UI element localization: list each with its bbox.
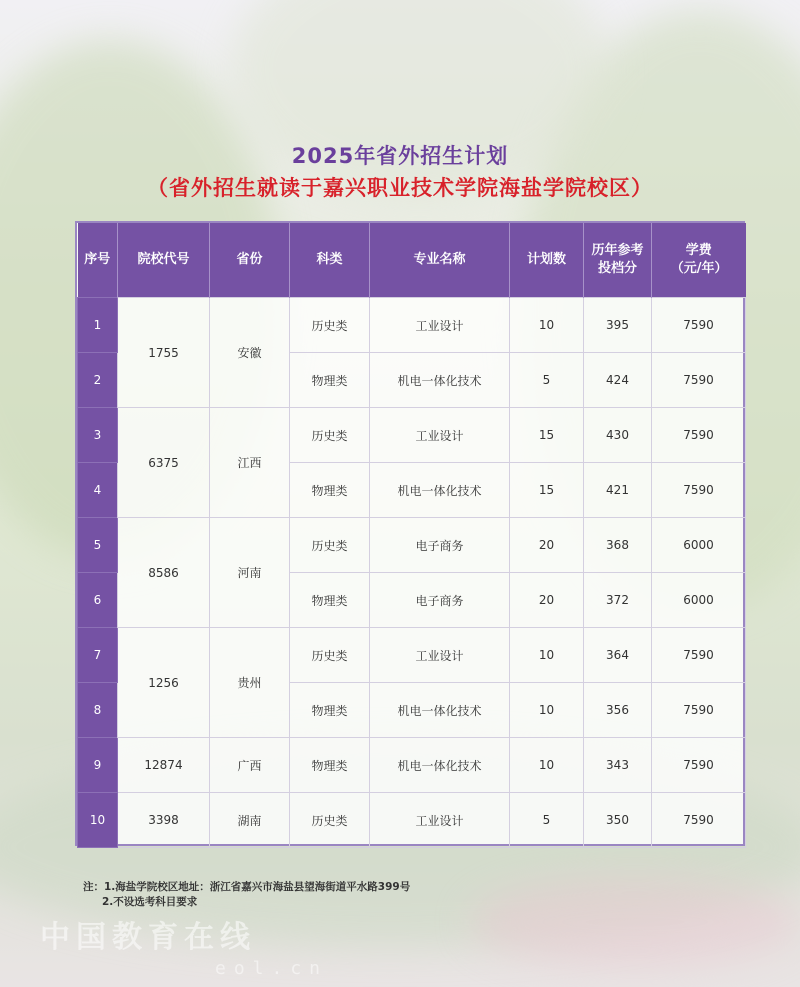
province-cell: 江西 bbox=[210, 408, 290, 518]
row-no: 10 bbox=[78, 793, 118, 848]
plan-cell: 5 bbox=[510, 793, 584, 848]
major-cell: 机电一体化技术 bbox=[370, 738, 510, 793]
province-cell: 湖南 bbox=[210, 793, 290, 848]
table-row bbox=[78, 793, 746, 848]
fee-cell: 7590 bbox=[652, 353, 746, 408]
major-cell: 电子商务 bbox=[370, 573, 510, 628]
category-cell: 历史类 bbox=[290, 408, 370, 463]
row-no: 2 bbox=[78, 353, 118, 408]
fee-cell: 7590 bbox=[652, 683, 746, 738]
fee-cell: 7590 bbox=[652, 463, 746, 518]
province-cell: 贵州 bbox=[210, 628, 290, 738]
score-cell: 430 bbox=[584, 408, 652, 463]
score-cell: 424 bbox=[584, 353, 652, 408]
score-cell: 368 bbox=[584, 518, 652, 573]
row-no: 3 bbox=[78, 408, 118, 463]
major-cell: 机电一体化技术 bbox=[370, 353, 510, 408]
row-no: 4 bbox=[78, 463, 118, 518]
row-no: 6 bbox=[78, 573, 118, 628]
footnote-address: 注：1.海盐学院校区地址：浙江省嘉兴市海盐县望海街道平水路399号 bbox=[83, 881, 411, 893]
fee-cell: 7590 bbox=[652, 408, 746, 463]
table-row bbox=[78, 628, 746, 683]
category-cell: 历史类 bbox=[290, 518, 370, 573]
background-flowers bbox=[470, 877, 800, 967]
enrollment-table-card bbox=[75, 221, 745, 846]
row-no: 8 bbox=[78, 683, 118, 738]
school-code-cell: 1256 bbox=[118, 628, 210, 738]
category-cell: 历史类 bbox=[290, 298, 370, 353]
category-cell: 物理类 bbox=[290, 463, 370, 518]
page-title: 2025年省外招生计划 bbox=[291, 144, 509, 168]
footnote-subject-requirement: 2.不设选考科目要求 bbox=[102, 896, 198, 908]
plan-cell: 15 bbox=[510, 463, 584, 518]
score-cell: 372 bbox=[584, 573, 652, 628]
fee-cell: 6000 bbox=[652, 573, 746, 628]
major-cell: 工业设计 bbox=[370, 298, 510, 353]
header-school-code: 院校代号 bbox=[118, 223, 210, 298]
category-cell: 物理类 bbox=[290, 738, 370, 793]
header-plan: 计划数 bbox=[510, 223, 584, 298]
plan-cell: 20 bbox=[510, 518, 584, 573]
plan-cell: 20 bbox=[510, 573, 584, 628]
major-cell: 工业设计 bbox=[370, 628, 510, 683]
header-score bbox=[584, 223, 652, 298]
footnotes bbox=[83, 880, 410, 910]
row-no: 1 bbox=[78, 298, 118, 353]
major-cell: 机电一体化技术 bbox=[370, 463, 510, 518]
school-code-cell: 8586 bbox=[118, 518, 210, 628]
plan-cell: 10 bbox=[510, 738, 584, 793]
header-category: 科类 bbox=[290, 223, 370, 298]
school-code-cell: 1755 bbox=[118, 298, 210, 408]
category-cell: 历史类 bbox=[290, 628, 370, 683]
school-code-cell: 6375 bbox=[118, 408, 210, 518]
score-cell: 395 bbox=[584, 298, 652, 353]
category-cell: 历史类 bbox=[290, 793, 370, 848]
score-cell: 421 bbox=[584, 463, 652, 518]
score-cell: 343 bbox=[584, 738, 652, 793]
province-cell: 河南 bbox=[210, 518, 290, 628]
major-cell: 工业设计 bbox=[370, 793, 510, 848]
table-row bbox=[78, 408, 746, 463]
header-fee bbox=[652, 223, 746, 298]
major-cell: 工业设计 bbox=[370, 408, 510, 463]
category-cell: 物理类 bbox=[290, 353, 370, 408]
score-cell: 356 bbox=[584, 683, 652, 738]
row-no: 7 bbox=[78, 628, 118, 683]
enrollment-table bbox=[77, 223, 746, 848]
score-cell: 364 bbox=[584, 628, 652, 683]
plan-cell: 10 bbox=[510, 683, 584, 738]
fee-cell: 6000 bbox=[652, 518, 746, 573]
province-cell: 广西 bbox=[210, 738, 290, 793]
major-cell: 电子商务 bbox=[370, 518, 510, 573]
table-header-row bbox=[78, 223, 746, 298]
title-block bbox=[0, 140, 800, 204]
plan-cell: 5 bbox=[510, 353, 584, 408]
score-cell: 350 bbox=[584, 793, 652, 848]
fee-cell: 7590 bbox=[652, 738, 746, 793]
fee-cell: 7590 bbox=[652, 793, 746, 848]
province-cell: 安徽 bbox=[210, 298, 290, 408]
category-cell: 物理类 bbox=[290, 573, 370, 628]
header-score-text: 历年参考投档分 bbox=[591, 243, 644, 276]
header-province: 省份 bbox=[210, 223, 290, 298]
row-no: 9 bbox=[78, 738, 118, 793]
header-no: 序号 bbox=[78, 223, 118, 298]
school-code-cell: 12874 bbox=[118, 738, 210, 793]
fee-cell: 7590 bbox=[652, 628, 746, 683]
row-no: 5 bbox=[78, 518, 118, 573]
table-row bbox=[78, 738, 746, 793]
major-cell: 机电一体化技术 bbox=[370, 683, 510, 738]
plan-cell: 10 bbox=[510, 628, 584, 683]
fee-cell: 7590 bbox=[652, 298, 746, 353]
plan-cell: 10 bbox=[510, 298, 584, 353]
school-code-cell: 3398 bbox=[118, 793, 210, 848]
plan-cell: 15 bbox=[510, 408, 584, 463]
category-cell: 物理类 bbox=[290, 683, 370, 738]
header-fee-text: 学费（元/年） bbox=[670, 243, 728, 276]
header-major: 专业名称 bbox=[370, 223, 510, 298]
watermark-url: eol.cn bbox=[215, 958, 329, 979]
watermark-logo: 中国教育在线 bbox=[40, 920, 256, 955]
page-subtitle: （省外招生就读于嘉兴职业技术学院海盐学院校区） bbox=[147, 176, 653, 200]
table-row bbox=[78, 518, 746, 573]
table-row bbox=[78, 298, 746, 353]
